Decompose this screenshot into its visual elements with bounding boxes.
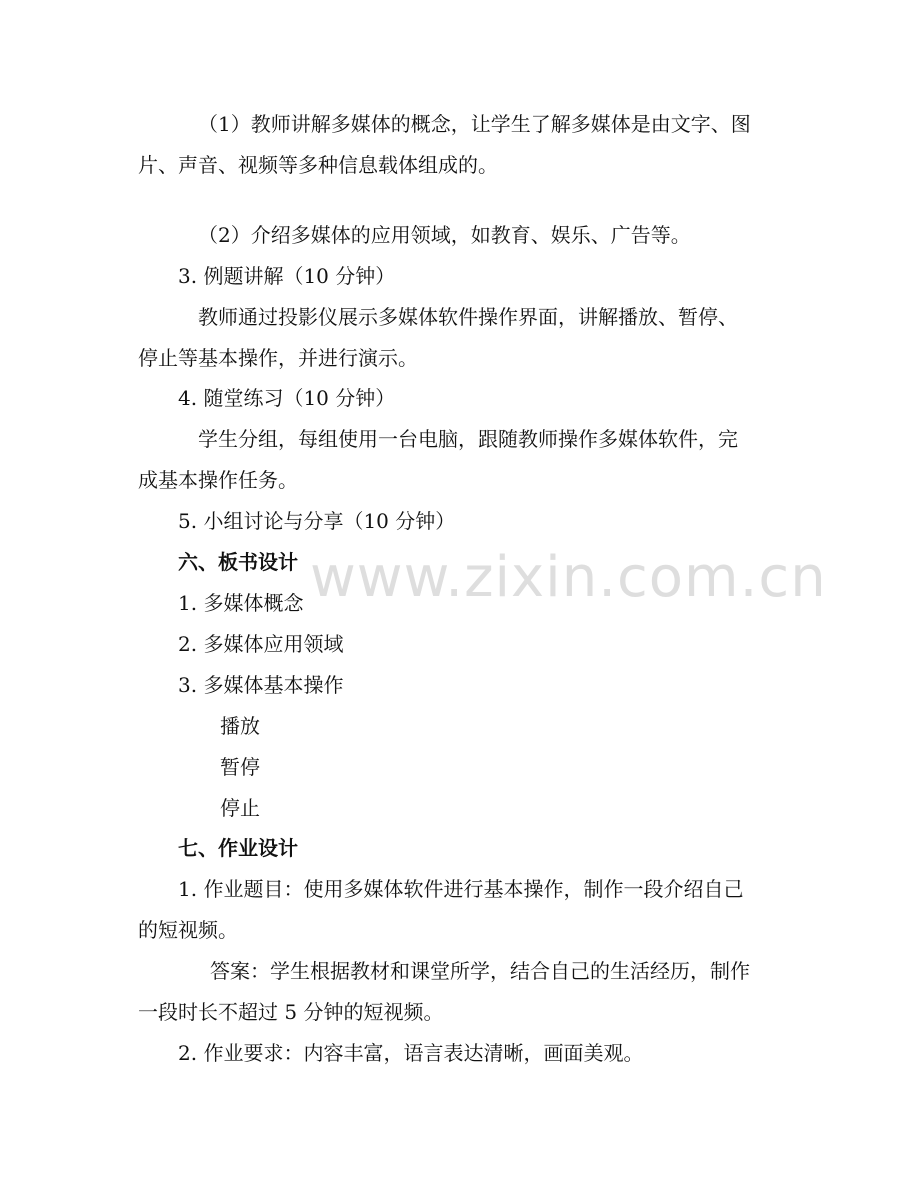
section-5-title: 5. 小组讨论与分享（10 分钟） <box>178 509 456 533</box>
homework-requirement: 2. 作业要求：内容丰富，语言表达清晰，画面美观。 <box>178 1041 644 1065</box>
heading-homework-design: 七、作业设计 <box>178 836 298 860</box>
homework-answer-line-2: 一段时长不超过 5 分钟的短视频。 <box>138 1000 444 1024</box>
section-4-title: 4. 随堂练习（10 分钟） <box>178 386 396 410</box>
step-2-1-line-2: 片、声音、视频等多种信息载体组成的。 <box>138 153 498 177</box>
homework-topic-line-2: 的短视频。 <box>138 918 238 942</box>
board-item-1: 1. 多媒体概念 <box>178 591 304 615</box>
section-3-title: 3. 例题讲解（10 分钟） <box>178 264 396 288</box>
board-subitem-pause: 暂停 <box>220 755 260 779</box>
section-3-body-line-2: 停止等基本操作，并进行演示。 <box>138 346 418 370</box>
board-subitem-stop: 停止 <box>220 796 260 820</box>
section-3-body-line-1: 教师通过投影仪展示多媒体软件操作界面，讲解播放、暂停、 <box>198 305 738 329</box>
heading-board-design: 六、板书设计 <box>178 550 298 574</box>
step-2-1-line-1: （1）教师讲解多媒体的概念，让学生了解多媒体是由文字、图 <box>198 112 751 136</box>
board-item-3: 3. 多媒体基本操作 <box>178 673 344 697</box>
board-item-2: 2. 多媒体应用领域 <box>178 632 344 656</box>
section-4-body-line-1: 学生分组，每组使用一台电脑，跟随教师操作多媒体软件，完 <box>198 427 738 451</box>
watermark: www.zixin.com.cn <box>310 545 827 610</box>
step-2-2-line: （2）介绍多媒体的应用领域，如教育、娱乐、广告等。 <box>198 223 691 247</box>
section-4-body-line-2: 成基本操作任务。 <box>138 468 298 492</box>
homework-answer-line-1: 答案：学生根据教材和课堂所学，结合自己的生活经历，制作 <box>210 959 750 983</box>
homework-topic-line-1: 1. 作业题目：使用多媒体软件进行基本操作，制作一段介绍自己 <box>178 877 744 901</box>
board-subitem-play: 播放 <box>220 714 260 738</box>
